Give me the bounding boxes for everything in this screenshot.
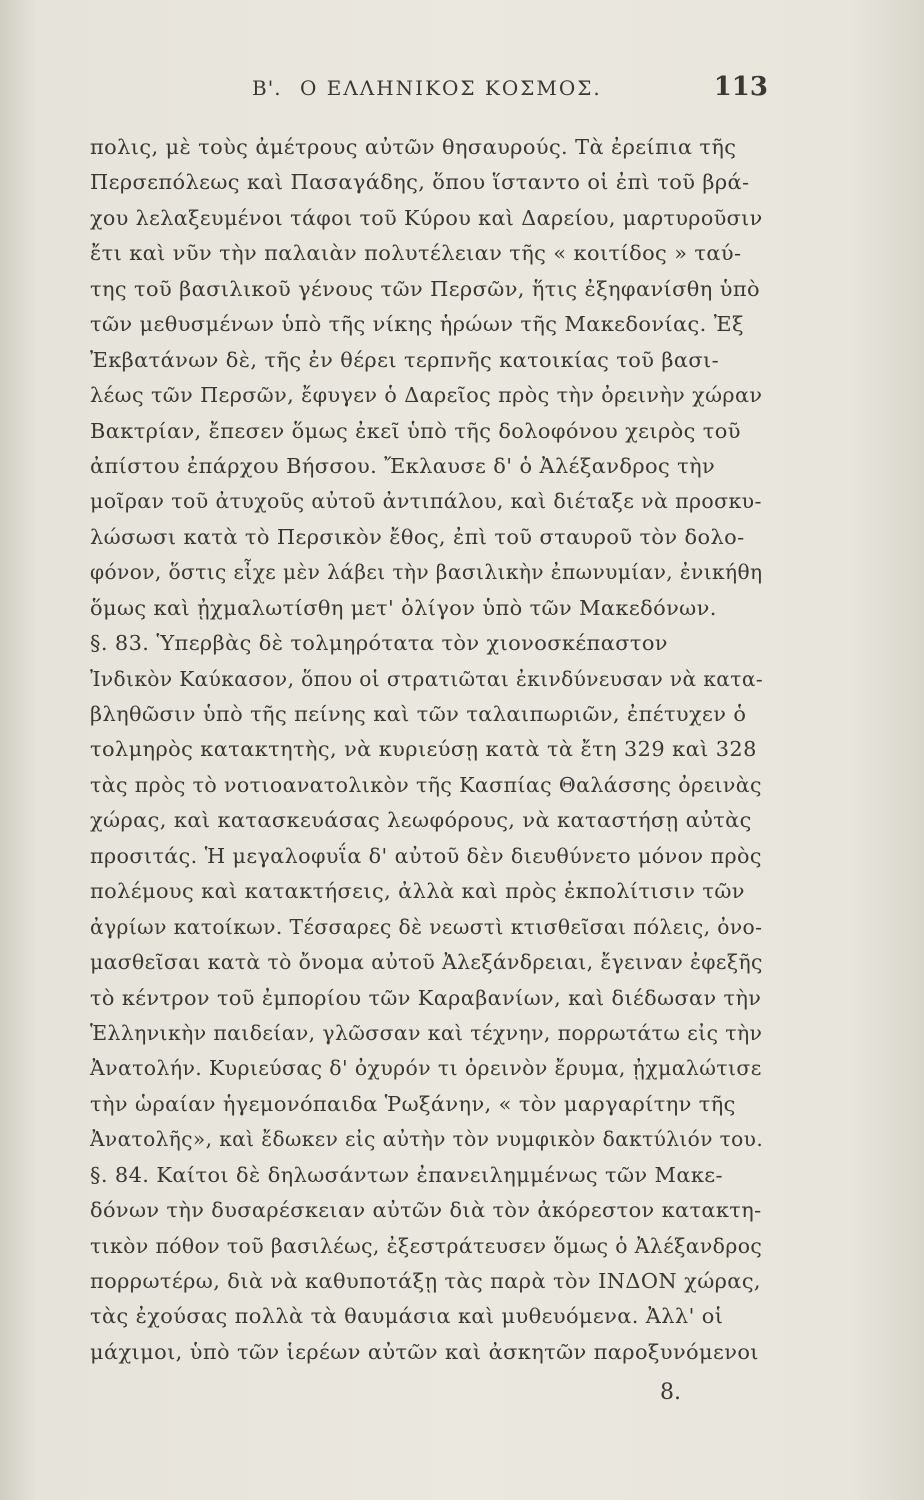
text-line: τῶν μεθυσμένων ὑπὸ τῆς νίκης ἡρώων τῆς Μακεδονίας. Ἐξ [90,312,744,337]
body-text [90,130,765,1370]
text-line: τολμηρὸς κατακτητὴς, νὰ κυριεύσῃ κατὰ τὰ ἔτη 329 καὶ 328 [90,737,757,762]
text-line: λέως τῶν Περσῶν, ἔφυγεν ὁ Δαρεῖος πρὸς τὴν ὀρεινὴν χώραν [90,383,763,408]
text-line: φόνον, ὅστις εἶχε μὲν λάβει τὴν βασιλικὴν ἐπωνυμίαν, ἐνικήθη [90,560,763,585]
text-line: τικὸν πόθον τοῦ βασιλέως, ἐξεστράτευσεν ὅμως ὁ Ἀλέξανδρος [90,1233,763,1258]
text-line: ἀπίστου ἐπάρχου Βήσσου. Ἔκλαυσε δ' ὁ Ἀλέξανδρος τὴν [90,453,716,478]
text-line: βληθῶσιν ὑπὸ τῆς πείνης καὶ τῶν ταλαιπωριῶν, ἐπέτυχεν ὁ [90,702,747,726]
text-line: μοῖραν τοῦ ἀτυχοῦς αὐτοῦ ἀντιπάλου, καὶ διέταξε νὰ προσκυ- [90,489,762,514]
text-line: της τοῦ βασιλικοῦ γένους τῶν Περσῶν, ἥτις ἐξηφανίσθη ὑπὸ [90,276,760,301]
text-line: Βακτρίαν, ἔπεσεν ὅμως ἐκεῖ ὑπὸ τῆς δολοφόνου χειρὸς τοῦ [90,418,741,443]
text-line: μάχιμοι, ὑπὸ τῶν ἱερέων αὐτῶν καὶ ἀσκητῶν παροξυνόμενοι [90,1339,759,1364]
text-line: §. 84. Καίτοι δὲ δηλωσάντων ἐπανειλημμένως τῶν Μακε- [90,1162,723,1187]
text-line: πορρωτέρω, διὰ νὰ καθυποτάξῃ τὰς παρὰ τὸν ΙΝΔΟΝ χώρας, [90,1269,761,1293]
section-number: Β'. [252,76,282,100]
text-line: ἔτι καὶ νῦν τὴν παλαιὰν πολυτέλειαν τῆς « κοιτίδος » ταύ- [90,241,742,266]
text-line: ὅμως καὶ ᾐχμαλωτίσθη μετ' ὀλίγον ὑπὸ τῶν Μακεδόνων. [90,595,717,620]
text-line: τὴν ὡραίαν ἡγεμονόπαιδα Ῥωξάνην, « τὸν μαργαρίτην τῆς [90,1091,736,1116]
text-line: §. 83. Ὑπερβὰς δὲ τολμηρότατα τὸν χιονοσκέπαστον [90,631,668,656]
text-line: ἀγρίων κατοίκων. Τέσσαρες δὲ νεωστὶ κτισθεῖσαι πόλεις, ὀνο- [90,914,763,939]
text-line: πολέμους καὶ κατακτήσεις, ἀλλὰ καὶ πρὸς ἐκπολίτισιν τῶν [90,879,745,904]
text-line: Περσεπόλεως καὶ Πασαγάδης, ὅπου ἵσταντο οἱ ἐπὶ τοῦ βρά- [90,170,750,195]
text-line: προσιτάς. Ἡ μεγαλοφυΐα δ' αὐτοῦ δὲν διευθύνετο μόνον πρὸς [90,843,762,868]
running-title: Ο ΕΛΛΗΝΙΚΟΣ ΚΟΣΜΟΣ. [300,76,602,100]
text-line: Ἑλληνικὴν παιδείαν, γλῶσσαν καὶ τέχνην, πορρωτάτω εἰς τὴν [90,1020,763,1045]
signature-mark: 8. [660,1380,681,1405]
text-line: Ἰνδικὸν Καύκασον, ὅπου οἱ στρατιῶται ἐκινδύνευσαν νὰ κατα- [90,666,764,691]
text-line: δόνων τὴν δυσαρέσκειαν αὐτῶν διὰ τὸν ἀκόρεστον κατακτη- [90,1198,762,1223]
text-line: χώρας, καὶ κατασκευάσας λεωφόρους, νὰ καταστήσῃ αὐτὰς [90,808,752,833]
text-line: χου λελαξευμένοι τάφοι τοῦ Κύρου καὶ Δαρείου, μαρτυροῦσιν [90,205,763,230]
text-line: τὰς πρὸς τὸ νοτιοανατολικὸν τῆς Κασπίας Θαλάσσης ὀρεινὰς [90,772,762,797]
text-line: τὸ κέντρον τοῦ ἐμπορίου τῶν Καραβανίων, καὶ διέδωσαν τὴν [90,985,762,1010]
text-line: Ἀνατολήν. Κυριεύσας δ' ὀχυρόν τι ὀρεινὸν ἔρυμα, ᾐχμαλώτισε [90,1056,762,1081]
text-line: Ἐκβατάνων δὲ, τῆς ἐν θέρει τερπνῆς κατοικίας τοῦ βασι- [90,347,720,372]
text-line: τὰς ἐχούσας πολλὰ τὰ θαυμάσια καὶ μυθευόμενα. Ἀλλ' οἱ [90,1304,724,1329]
text-line: λώσωσι κατὰ τὸ Περσικὸν ἔθος, ἐπὶ τοῦ σταυροῦ τὸν δολο- [90,524,745,549]
text-line: Ἀνατολῆς», καὶ ἔδωκεν εἰς αὐτὴν τὸν νυμφικὸν δακτύλιόν του. [90,1127,764,1152]
running-header [0,70,924,110]
text-line: πολις, μὲ τοὺς ἀμέτρους αὐτῶν θησαυρούς. Τὰ ἐρείπια τῆς [90,135,737,159]
page-number: 113 [713,72,768,102]
text-line: μασθεῖσαι κατὰ τὸ ὄνομα αὐτοῦ Ἀλεξάνδρειαι, ἔγειναν ἐφεξῆς [90,950,763,975]
